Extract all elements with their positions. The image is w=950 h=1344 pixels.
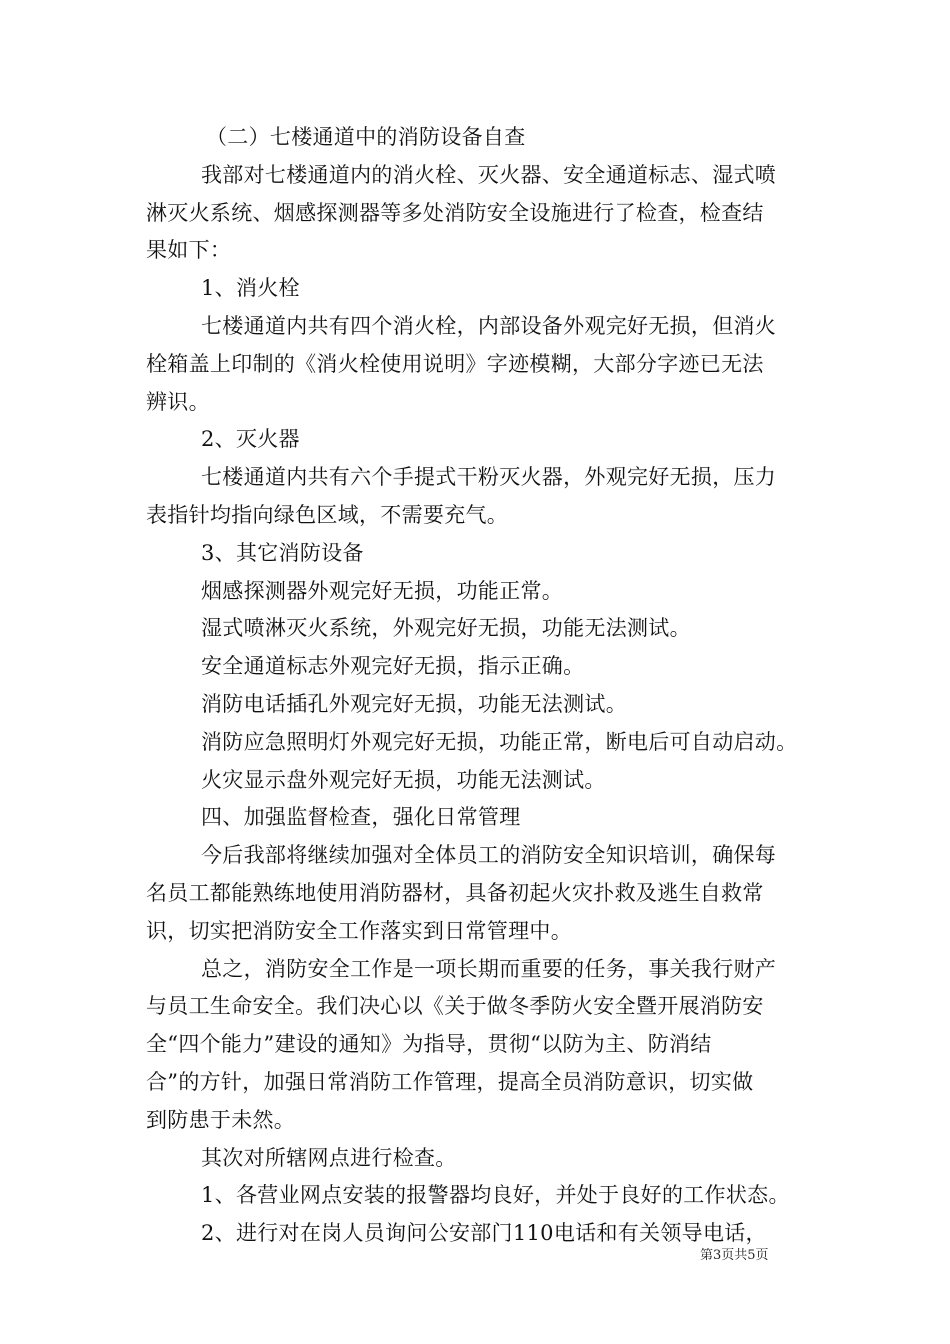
paragraph-line: 消防应急照明灯外观完好无损，功能正常，断电后可自动启动。 xyxy=(201,729,798,754)
paragraph-line: 七楼通道内共有四个消火栓，内部设备外观完好无损，但消火 xyxy=(201,313,777,338)
paragraph-line: 我部对七楼通道内的消火栓、灭火器、安全通道标志、湿式喷 xyxy=(201,162,777,187)
paragraph-line: 淋灭火系统、烟感探测器等多处消防安全设施进行了检查，检查结 xyxy=(146,200,764,225)
paragraph-line: 栓箱盖上印制的《消火栓使用说明》字迹模糊，大部分字迹已无法 xyxy=(146,351,764,376)
paragraph-line: 与员工生命安全。我们决心以《关于做冬季防火安全暨开展消防安 xyxy=(146,994,764,1019)
paragraph-line: 全“四个能力”建设的通知》为指导，贯彻“以防为主、防消结 xyxy=(146,1032,712,1057)
paragraph-line: 湿式喷淋灭火系统，外观完好无损，功能无法测试。 xyxy=(201,616,691,641)
paragraph-line: 七楼通道内共有六个手提式干粉灭火器，外观完好无损，压力 xyxy=(201,465,777,490)
paragraph-line: 消防电话插孔外观完好无损，功能无法测试。 xyxy=(201,691,627,716)
section-heading: （二）七楼通道中的消防设备自查 xyxy=(206,125,526,149)
paragraph-line: 辨识。 xyxy=(146,389,210,414)
paragraph-line: 烟感探测器外观完好无损，功能正常。 xyxy=(201,578,564,603)
paragraph-line: 2、进行对在岗人员询问公安部门110电话和有关领导电话， xyxy=(201,1221,767,1246)
document-body xyxy=(146,119,812,1253)
paragraph-line: 名员工都能熟练地使用消防器材，具备初起火灾扑救及逃生自救常 xyxy=(146,880,764,905)
section-heading: 四、加强监督检查，强化日常管理 xyxy=(201,805,521,830)
paragraph-line: 果如下： xyxy=(146,238,232,263)
paragraph-line: 表指针均指向绿色区域，不需要充气。 xyxy=(146,502,509,527)
paragraph-line: 到防患于未然。 xyxy=(146,1107,296,1132)
paragraph-line: 合”的方针，加强日常消防工作管理，提高全员消防意识，切实做 xyxy=(146,1069,754,1094)
item-heading: 1、消火栓 xyxy=(201,276,300,301)
item-heading: 2、灭火器 xyxy=(201,427,300,452)
page-number: 第3页共5页 xyxy=(700,1248,769,1263)
paragraph-line: 安全通道标志外观完好无损，指示正确。 xyxy=(201,654,585,679)
item-heading: 3、其它消防设备 xyxy=(201,540,364,565)
paragraph-line: 总之，消防安全工作是一项长期而重要的任务，事关我行财产 xyxy=(201,956,777,981)
paragraph-line: 识，切实把消防安全工作落实到日常管理中。 xyxy=(146,918,572,943)
paragraph-line: 1、各营业网点安装的报警器均良好，并处于良好的工作状态。 xyxy=(201,1183,790,1208)
paragraph-line: 火灾显示盘外观完好无损，功能无法测试。 xyxy=(201,767,606,792)
paragraph-line: 其次对所辖网点进行检查。 xyxy=(201,1145,457,1170)
paragraph-line: 今后我部将继续加强对全体员工的消防安全知识培训，确保每 xyxy=(201,843,777,868)
